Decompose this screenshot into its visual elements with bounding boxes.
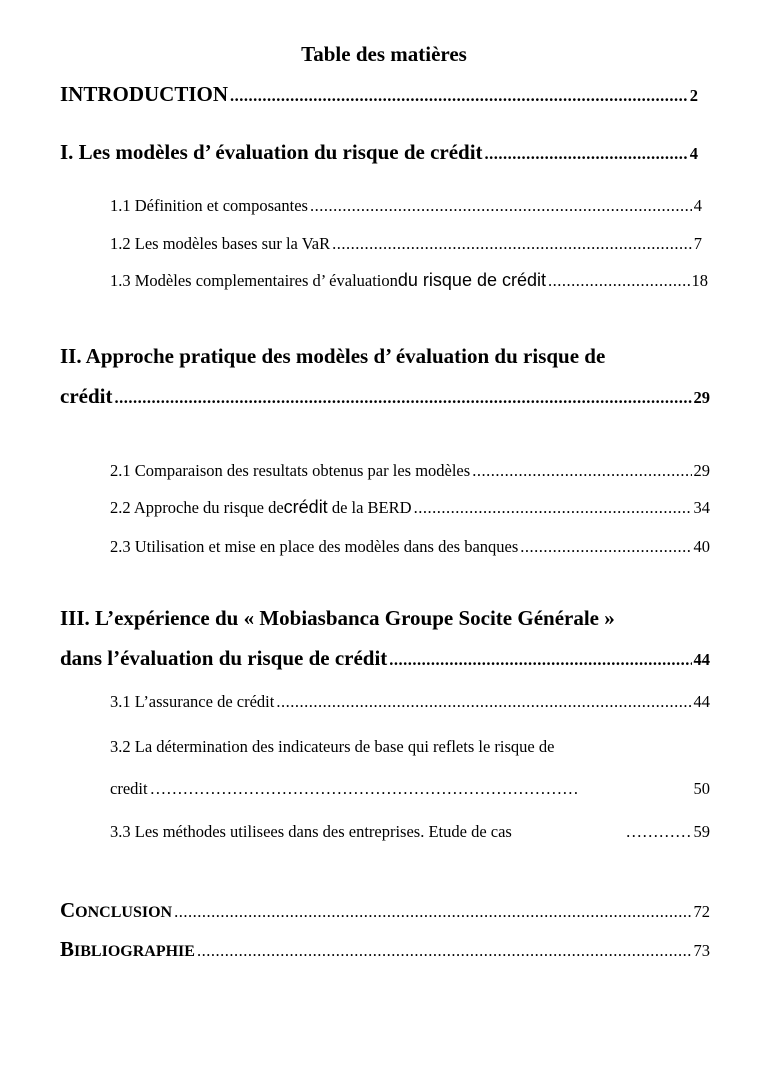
toc-page: 40 — [693, 537, 710, 556]
toc-page: 73 — [693, 941, 710, 960]
toc-label: INTRODUCTION — [60, 82, 229, 106]
toc-entry-part-2[interactable] — [60, 384, 710, 409]
toc-page: 72 — [693, 902, 710, 921]
toc-label: I. Les modèles d’ évaluation du risque de crédit — [60, 140, 483, 164]
toc-entry-part-3[interactable] — [60, 646, 710, 671]
toc-label: credit — [110, 779, 148, 798]
toc-entry-1-3[interactable] — [110, 270, 708, 291]
toc-entry-conclusion[interactable] — [60, 898, 710, 923]
toc-page: 7 — [693, 234, 702, 253]
toc-page: 4 — [693, 196, 702, 215]
toc-label: BIBLIOGRAPHIE — [60, 937, 195, 961]
toc-leader — [414, 498, 692, 518]
toc-label: 1.2 Les modèles bases sur la VaR — [110, 234, 331, 253]
toc-label-b: du risque de crédit — [397, 270, 546, 290]
toc-leader — [310, 196, 692, 216]
toc-page: 34 — [693, 498, 710, 517]
toc-label-b: crédit — [283, 497, 328, 517]
toc-leader — [520, 537, 691, 557]
toc-leader — [332, 234, 692, 254]
toc-leader — [389, 650, 691, 670]
toc-leader — [485, 144, 688, 164]
toc-page: 29 — [693, 461, 710, 480]
toc-entry-2-3[interactable] — [110, 537, 710, 557]
toc-page: 44 — [693, 692, 710, 711]
toc-entry-3-2-line1[interactable]: 3.2 La détermination des indicateurs de base qui reflets le risque de — [110, 737, 555, 756]
toc-entry-part-2-line1[interactable]: II. Approche pratique des modèles d’ évaluation du risque de — [60, 344, 606, 368]
toc-page: 2 — [689, 86, 698, 105]
toc-label: 1.1 Définition et composantes — [110, 196, 308, 215]
toc-leader — [174, 902, 691, 922]
toc-page: 50 — [693, 779, 710, 798]
toc-entry-1-1[interactable] — [110, 196, 702, 216]
toc-entry-3-1[interactable] — [110, 692, 710, 712]
toc-page: 18 — [691, 271, 708, 290]
toc-entry-3-2[interactable] — [110, 779, 710, 799]
toc-entry-bibliographie[interactable] — [60, 937, 710, 962]
toc-page: 4 — [689, 144, 698, 163]
toc-label-a: 1.3 Modèles complementaires d’ évaluation — [110, 271, 398, 290]
toc-leader-text: …………………………………………………………………… — [149, 779, 579, 798]
toc-label: CONCLUSION — [60, 898, 173, 922]
toc-label: 3.1 L’assurance de crédit — [110, 692, 275, 711]
toc-label-a: 2.2 Approche du risque de — [110, 498, 284, 517]
toc-entry-2-1[interactable] — [110, 461, 710, 481]
toc-entry-part-1[interactable] — [60, 140, 698, 165]
toc-entry-2-2[interactable] — [110, 497, 710, 518]
toc-label: 2.1 Comparaison des resultats obtenus par les modèles — [110, 461, 471, 480]
toc-leader — [114, 388, 691, 408]
page-title: Table des matières — [301, 42, 467, 66]
toc-leader — [230, 86, 688, 106]
toc-label: 3.3 Les méthodes utilisees dans des entreprises. Etude de cas — [110, 822, 512, 841]
toc-label: crédit — [60, 384, 113, 408]
toc-page: 44 — [693, 650, 710, 669]
toc-label: 2.3 Utilisation et mise en place des modèles dans des banques — [110, 537, 519, 556]
toc-page: 59 — [693, 822, 710, 841]
toc-entry-1-2[interactable] — [110, 234, 702, 254]
toc-entry-part-3-line1[interactable]: III. L’expérience du « Mobiasbanca Groupe Socite Générale » — [60, 606, 615, 630]
toc-leader — [472, 461, 691, 481]
toc-entry-3-3[interactable] — [110, 822, 710, 842]
toc-label-c: de la BERD — [327, 498, 412, 517]
toc-label: dans l’évaluation du risque de crédit — [60, 646, 388, 670]
toc-leader — [276, 692, 691, 712]
toc-leader — [197, 941, 692, 961]
toc-page: 29 — [693, 388, 710, 407]
toc-leader — [548, 271, 690, 291]
toc-leader-text: ………… — [625, 822, 692, 841]
toc-entry-introduction[interactable] — [60, 82, 698, 107]
